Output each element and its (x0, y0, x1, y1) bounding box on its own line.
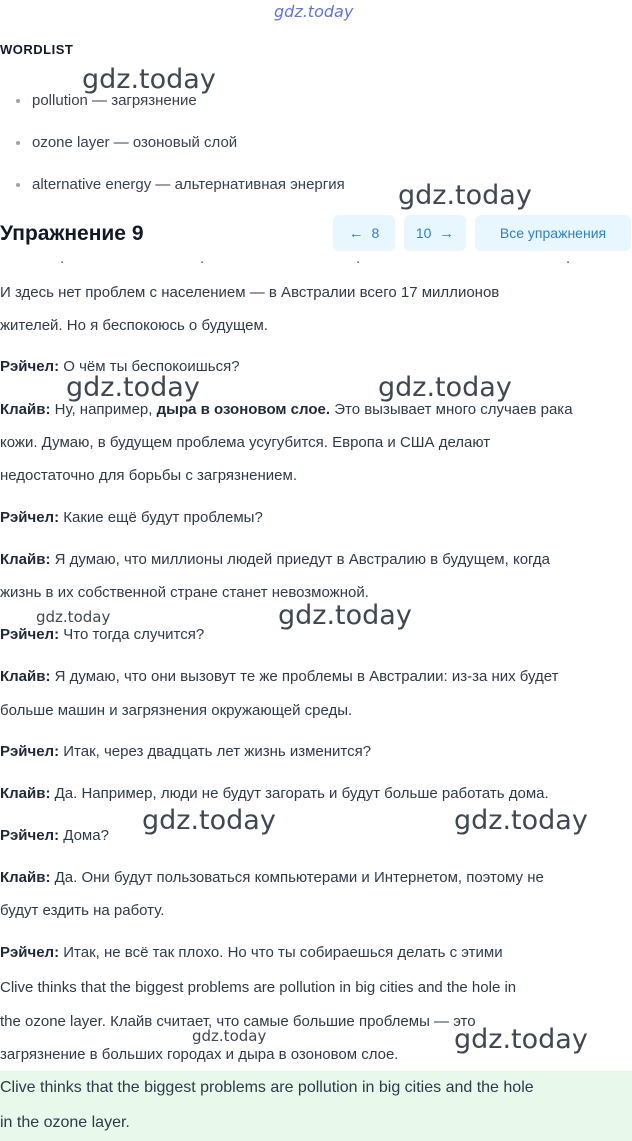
watermark: gdz.today (398, 180, 532, 211)
arrow-right-icon: → (439, 224, 455, 242)
wordlist-item: ozone layer — озоновый слой (16, 134, 237, 151)
watermark: gdz.today (36, 608, 111, 626)
watermark: gdz.today (192, 1027, 267, 1045)
watermark: gdz.today (454, 1024, 588, 1055)
dialogue-line: Рэйчел: О чём ты беспокоишься? (0, 358, 240, 375)
speaker-name: Рэйчел: (0, 944, 60, 961)
text-line: будут ездить на работу. (0, 902, 165, 919)
watermark: gdz.today (66, 372, 200, 403)
speaker-name: Клайв: (0, 668, 51, 685)
bullet-icon (16, 141, 20, 145)
speaker-name: Рэйчел: (0, 358, 60, 375)
speaker-name: Клайв: (0, 401, 51, 418)
dialogue-line: Клайв: Да. Они будут пользоваться компьютерами и Интернетом, поэтому не (0, 869, 544, 886)
arrow-left-icon: ← (348, 224, 364, 242)
dialogue-line: Рэйчел: Что тогда случится? (0, 626, 205, 643)
text-line: больше машин и загрязнения окружающей среды. (0, 702, 353, 719)
watermark-top: gdz.today (274, 2, 354, 21)
speaker-name: Рэйчел: (0, 509, 60, 526)
dialogue-line: Клайв: Я думаю, что миллионы людей приедут в Австралию в будущем, когда (0, 551, 550, 568)
watermark: gdz.today (82, 64, 216, 95)
speaker-name: Рэйчел: (0, 626, 60, 643)
wordlist-item: alternative energy — альтернативная энергия (16, 176, 345, 193)
prev-exercise-button[interactable]: ← 8 (333, 215, 395, 251)
dialogue-line: Рэйчел: Дома? (0, 827, 109, 844)
dialogue-line: Рэйчел: Какие ещё будут проблемы? (0, 509, 263, 526)
speaker-name: Рэйчел: (0, 743, 60, 760)
text-line: кожи. Думаю, в будущем проблема усугубится. Европа и США делают (0, 434, 491, 451)
text-line: жизнь в их собственной стране станет невозможной. (0, 584, 369, 601)
text-line: Clive thinks that the biggest problems are pollution in big cities and the hole in (0, 979, 517, 996)
dialogue-line: Клайв: Я думаю, что они вызовут те же проблемы в Австралии: из-за них будет (0, 668, 559, 685)
wordlist-title: WORDLIST (0, 42, 74, 57)
text-line: the ozone layer. Клайв считает, что самые большие проблемы — это (0, 1013, 476, 1030)
dialogue-line: Клайв: Ну, например, дыра в озоновом слое. Это вызывает много случаев рака (0, 401, 573, 418)
clipped-text-line: . . . . (60, 256, 571, 267)
dialogue-line: Клайв: Да. Например, люди не будут загорать и будут больше работать дома. (0, 785, 549, 802)
answer-line: in the ozone layer. (0, 1114, 130, 1131)
exercise-title: Упражнение 9 (0, 222, 144, 245)
text-line: жителей. Но я беспокоюсь о будущем. (0, 317, 268, 334)
answer-line: Clive thinks that the biggest problems are pollution in big cities and the hole (0, 1079, 534, 1096)
watermark: gdz.today (142, 805, 276, 836)
all-exercises-button[interactable]: Все упражнения (475, 215, 631, 251)
watermark: gdz.today (378, 372, 512, 403)
dialogue-line: Рэйчел: Итак, через двадцать лет жизнь изменится? (0, 743, 372, 760)
text-line: загрязнение в больших городах и дыра в озоновом слое. (0, 1046, 399, 1063)
highlighted-phrase: дыра в озоновом слое. (156, 401, 331, 418)
text-line: И здесь нет проблем с населением — в Австралии всего 17 миллионов (0, 284, 500, 301)
watermark: gdz.today (278, 600, 412, 631)
wordlist-item: pollution — загрязнение (16, 92, 197, 109)
speaker-name: Клайв: (0, 551, 51, 568)
speaker-name: Рэйчел: (0, 827, 60, 844)
next-exercise-button[interactable]: 10 → (404, 215, 466, 251)
dialogue-line: Рэйчел: Итак, не всё так плохо. Но что ты собираешься делать с этими (0, 944, 503, 961)
watermark: gdz.today (454, 805, 588, 836)
text-line: недостаточно для борьбы с загрязнением. (0, 467, 297, 484)
answer-box (0, 1071, 632, 1141)
bullet-icon (16, 99, 20, 103)
speaker-name: Клайв: (0, 785, 51, 802)
bullet-icon (16, 183, 20, 187)
speaker-name: Клайв: (0, 869, 51, 886)
